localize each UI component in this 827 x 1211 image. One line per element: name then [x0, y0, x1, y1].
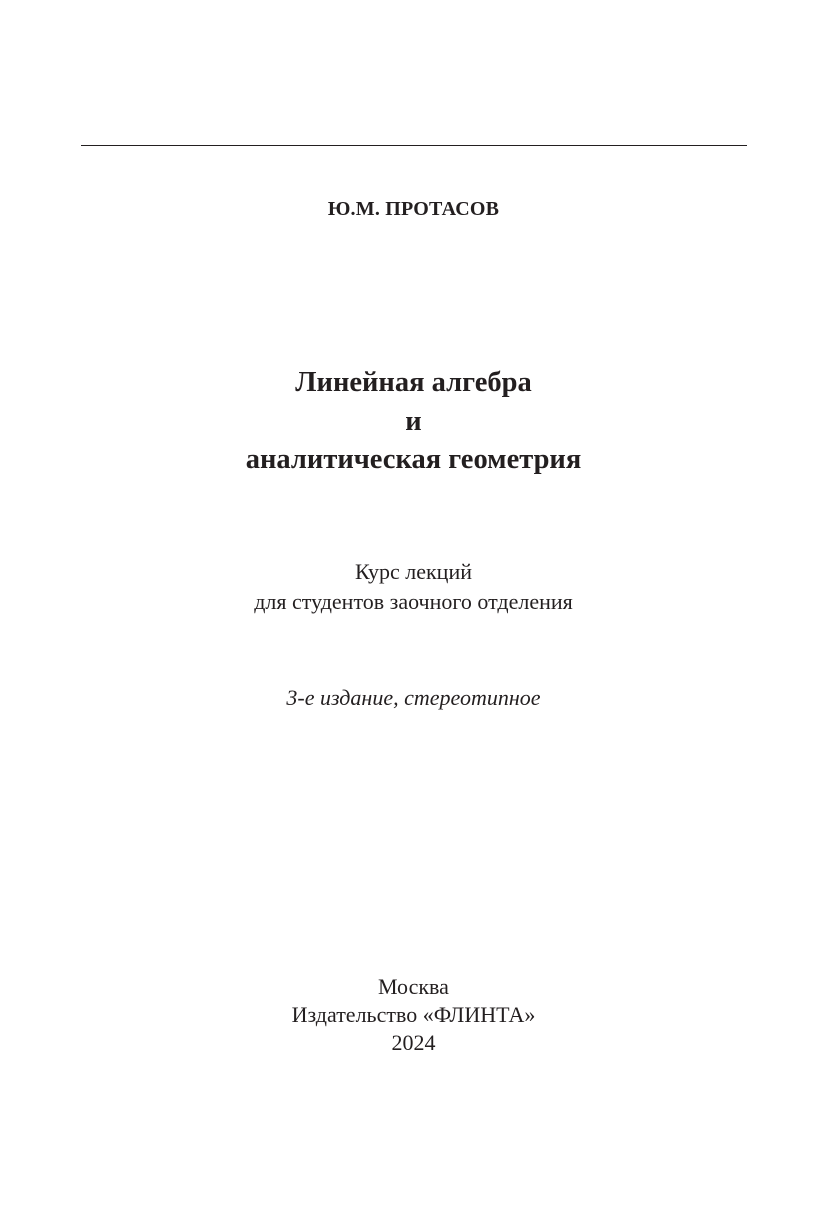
imprint-year: 2024: [391, 1030, 436, 1055]
title-line-1: Линейная алгебра: [295, 367, 532, 398]
book-title: [0, 364, 827, 480]
title-line-3: аналитическая геометрия: [245, 444, 582, 475]
author-name: Ю.М. ПРОТАСОВ: [327, 198, 500, 220]
top-divider-rule: [81, 145, 747, 146]
edition-note: 3-е издание, стереотипное: [286, 685, 541, 710]
title-line-2: и: [405, 405, 422, 437]
imprint-publisher: Издательство «ФЛИНТА»: [291, 1002, 536, 1027]
book-subtitle: [0, 557, 827, 617]
subtitle-line-2: для студентов заочного отделения: [254, 589, 573, 614]
imprint: [0, 973, 827, 1057]
imprint-city: Москва: [378, 974, 449, 999]
subtitle-line-1: Курс лекций: [354, 559, 473, 584]
